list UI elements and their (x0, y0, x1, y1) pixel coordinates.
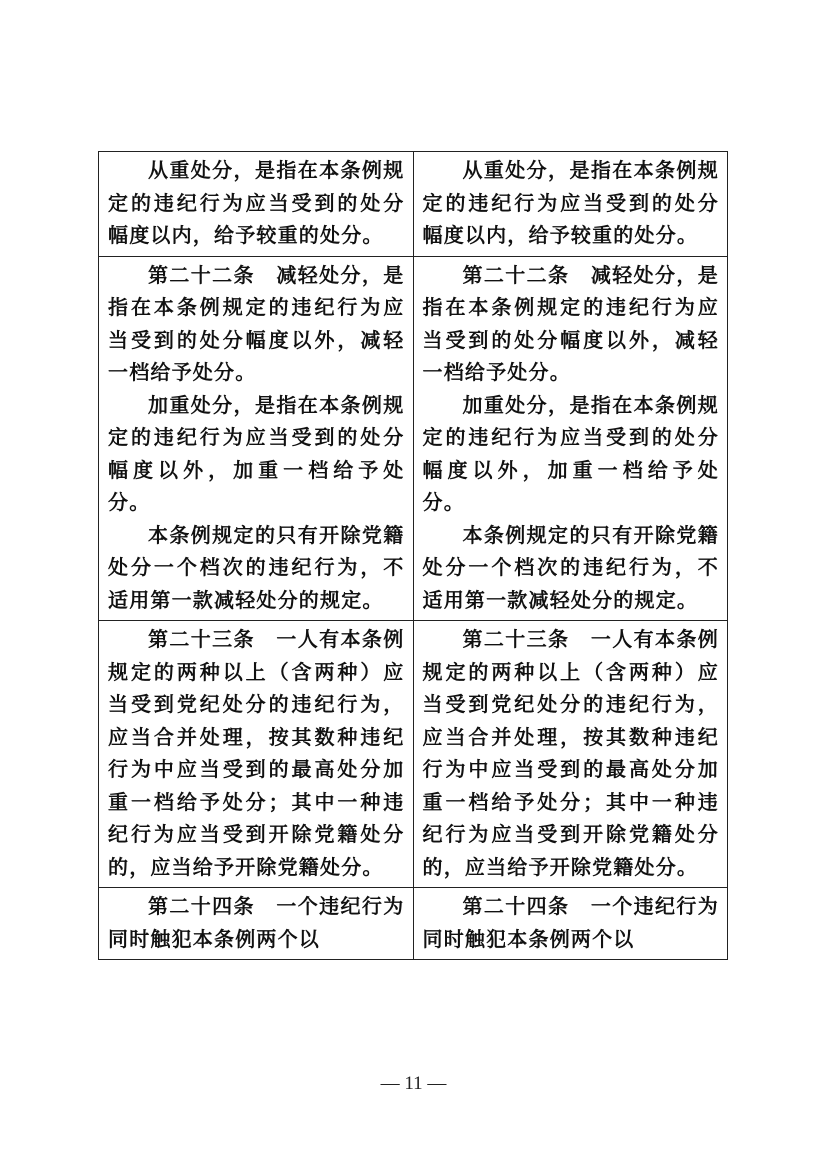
article-24-paragraph: 第二十四条 一个违纪行为同时触犯本条例两个以 (108, 894, 405, 951)
paragraph: 本条例规定的只有开除党籍处分一个档次的违纪行为，不适用第一款减轻处分的规定。 (422, 522, 719, 612)
table-row (99, 256, 728, 621)
paragraph: 从重处分，是指在本条例规定的违纪行为应当受到的处分幅度以内，给予较重的处分。 (108, 158, 405, 247)
paragraph: 本条例规定的只有开除党籍处分一个档次的违纪行为，不适用第一款减轻处分的规定。 (108, 522, 405, 612)
article-24-paragraph: 第二十四条 一个违纪行为同时触犯本条例两个以 (422, 894, 719, 951)
right-cell (413, 621, 728, 888)
article-23-paragraph: 第二十三条 一人有本条例规定的两种以上（含两种）应当受到党纪处分的违纪行为，应当合并处理，按其数种违纪行为中应当受到的最高处分加重一档给予处分；其中一种违纪行为应当受到开除党籍处分的，应当给予开除党籍处分。 (108, 627, 405, 879)
right-cell (413, 152, 728, 257)
table-row (99, 621, 728, 888)
paragraph: 加重处分，是指在本条例规定的违纪行为应当受到的处分幅度以外，加重一档给予处分。 (108, 392, 405, 514)
page-number: — 11 — (380, 1073, 447, 1094)
left-cell (99, 152, 414, 257)
table-row (99, 888, 728, 960)
table-row (99, 152, 728, 257)
paragraph: 加重处分，是指在本条例规定的违纪行为应当受到的处分幅度以外，加重一档给予处分。 (422, 392, 719, 514)
article-22-paragraph: 第二十二条 减轻处分，是指在本条例规定的违纪行为应当受到的处分幅度以外，减轻一档给予处分。 (422, 262, 719, 384)
right-cell (413, 256, 728, 621)
paragraph: 从重处分，是指在本条例规定的违纪行为应当受到的处分幅度以内，给予较重的处分。 (422, 158, 719, 247)
comparison-table (98, 151, 728, 960)
article-22-paragraph: 第二十二条 减轻处分，是指在本条例规定的违纪行为应当受到的处分幅度以外，减轻一档给予处分。 (108, 262, 405, 384)
article-23-paragraph: 第二十三条 一人有本条例规定的两种以上（含两种）应当受到党纪处分的违纪行为，应当合并处理，按其数种违纪行为中应当受到的最高处分加重一档给予处分；其中一种违纪行为应当受到开除党籍处分的，应当给予开除党籍处分。 (422, 627, 719, 879)
left-cell (99, 621, 414, 888)
right-cell (413, 888, 728, 960)
left-cell (99, 888, 414, 960)
left-cell (99, 256, 414, 621)
